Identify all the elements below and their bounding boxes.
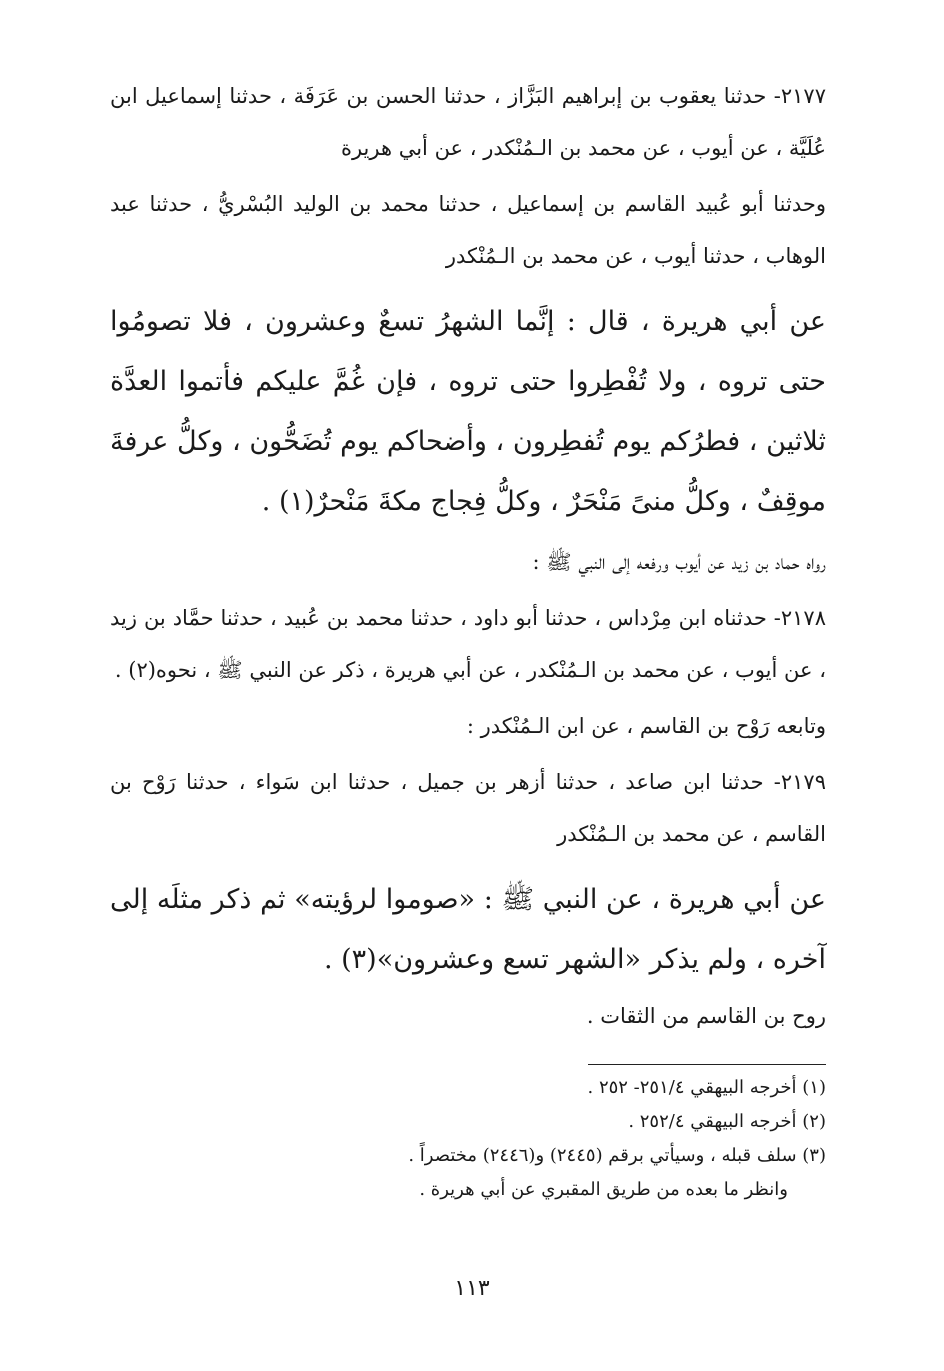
isnad-second-chain: وحدثنا أبو عُبيد القاسم بن إسماعيل ، حدثنا محمد بن الوليد البُسْريُّ ، حدثنا عبد الوهاب ، حدثنا أيوب ، عن محمد بن الـمُنْكدر: [110, 192, 826, 268]
footnote-3-continuation: وانظر ما بعده من طريق المقبري عن أبي هريرة .: [419, 1179, 788, 1200]
hadith-2177-isnad: ٢١٧٧- حدثنا يعقوب بن إبراهيم البَزَّاز ، حدثنا الحسن بن عَرَفَة ، حدثنا إسماعيل ابن عُلَيَّة ، عن أيوب ، عن محمد بن الـمُنْكدر ، عن أبي هريرة: [110, 84, 826, 160]
footnote-3: (٣) سلف قبله ، وسيأتي برقم (٢٤٤٥) و(٢٤٤٦) مختصراً .: [408, 1145, 826, 1166]
footnote-1: (١) أخرجه البيهقي ٢٥١/٤- ٢٥٢ .: [587, 1077, 826, 1098]
mutabaa-note: وتابعه رَوْح بن القاسم ، عن ابن الـمُنْكدر :: [466, 714, 826, 738]
narrator-grading: روح بن القاسم من الثقات .: [586, 1004, 826, 1028]
hadith-2179-matn: عن أبي هريرة ، عن النبي ﷺ : «صوموا لرؤيته» ثم ذكر مثلَه إلى آخره ، ولم يذكر «الشهر تسع وعشرون»(٣) .: [110, 884, 826, 975]
footnote-2: (٢) أخرجه البيهقي ٢٥٢/٤ .: [628, 1111, 826, 1132]
footnotes: [110, 1071, 826, 1207]
hadith-2177-matn: عن أبي هريرة ، قال : إنَّما الشهرُ تسعٌ وعشرون ، فلا تصومُوا حتى تروه ، ولا تُفْطِروا حتى تروه ، فإن غُمَّ عليكم فأتموا العدَّة ثلاثين ، فطرُكم يوم تُفطِرون ، وأضحاكم يوم تُضَحُّون ، وكلُّ عرفةَ موقِفٌ ، وكلُّ منىً مَنْحَرٌ ، وكلُّ فِجاج مكةَ مَنْحرٌ(١) .: [110, 306, 826, 517]
hadith-2178: ٢١٧٨- حدثناه ابن مِرْداس ، حدثنا أبو داود ، حدثنا محمد بن عُبيد ، حدثنا حمَّاد بن زيد ، عن أيوب ، عن محمد بن الـمُنْكدر ، عن أبي هريرة ، ذكر عن النبي ﷺ ، نحوه(٢) .: [110, 606, 826, 682]
hadith-2179-isnad: ٢١٧٩- حدثنا ابن صاعد ، حدثنا أزهر بن جميل ، حدثنا ابن سَواء ، حدثنا رَوْح بن القاسم ، عن محمد بن الـمُنْكدر: [110, 770, 826, 846]
page-number: ١١٣: [454, 1276, 490, 1301]
narration-note: رواه حماد بن زيد عن أيوب ورفعه إلى النبي ﷺ :: [532, 550, 826, 574]
footnote-separator: [588, 1064, 826, 1065]
